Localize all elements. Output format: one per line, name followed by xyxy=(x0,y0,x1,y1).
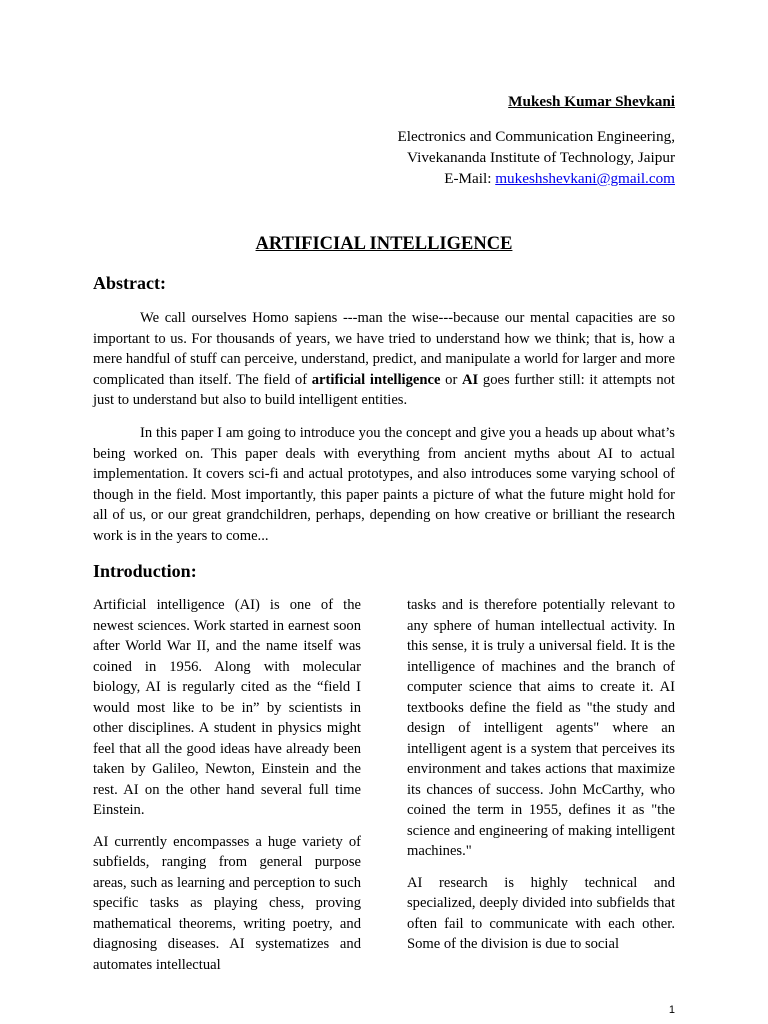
abstract-bold-term: AI xyxy=(462,371,479,388)
author-institute: Vivekananda Institute of Technology, Jaipur xyxy=(407,149,675,166)
abstract-text: We call ourselves Homo sapiens ---man the wise---because our mental capacities are so important to us. For thousands of years, we have tried to understand how we think; that is, how a mere handful of stuff can perceive, understand, predict, and manipulate a world for larger and more complicated than itself. The field of xyxy=(93,310,675,388)
email-label: E-Mail: xyxy=(444,170,496,187)
abstract-bold-term: artificial intelligence xyxy=(311,371,441,388)
abstract-text: goes further still: it attempts not just to understand but also to build intelligent entities. xyxy=(93,371,675,408)
author-block xyxy=(397,91,675,189)
paper-title: ARTIFICIAL INTELLIGENCE xyxy=(255,234,513,254)
intro-paragraph: tasks and is therefore potentially relevant to any sphere of human intellectual activity. In this sense, it is truly a universal field. It is the intelligence of machines and the branch of computer science that aims to create it. AI textbooks define the field as "the study and design of intelligent agents" where an intelligent agent is a system that perceives its environment and takes actions that maximize its chances of success. John McCarthy, who coined the term in 1955, defines it as "the science and engineering of making intelligent machines." xyxy=(407,597,675,859)
abstract-heading: Abstract: xyxy=(93,273,166,293)
author-email-line xyxy=(397,168,675,189)
intro-paragraph: AI research is highly technical and specialized, deeply divided into subfields that often fail to communicate with each other. Some of the division is due to social xyxy=(407,874,675,952)
abstract-paragraph-1 xyxy=(93,308,675,411)
introduction-heading: Introduction: xyxy=(93,561,197,581)
abstract-paragraph-2 xyxy=(93,423,675,546)
abstract-text: In this paper I am going to introduce you the concept and give you a heads up about what’s being worked on. This paper deals with everything from ancient myths about AI to actual implementation. It covers sci-fi and actual prototypes, and also introduces some varying school of though in the field. Most importantly, this paper paints a picture of what the future might hold for all of us, or our great grandchildren, perhaps, depending on how creative or brilliant the research work is in the years to come... xyxy=(93,425,675,544)
intro-paragraph: Artificial intelligence (AI) is one of the newest sciences. Work started in earnest soon after World War II, and the name itself was coined in 1956. Along with molecular biology, AI is regularly cited as the “field I would most like to be in” by scientists in other disciplines. A student in physics might feel that all the good ideas have already been taken by Galileo, Newton, Einstein and the rest. AI on the other hand several full time Einstein. xyxy=(93,597,361,818)
author-department: Electronics and Communication Engineering, xyxy=(397,128,675,145)
page-number: 1 xyxy=(668,1004,675,1016)
intro-right-column xyxy=(407,595,675,966)
email-link[interactable]: mukeshshevkani@gmail.com xyxy=(495,170,675,187)
intro-paragraph: AI currently encompasses a huge variety of subfields, ranging from general purpose areas, such as learning and perception to such specific tasks as playing chess, proving mathematical theorems, writing poetry, and diagnosing diseases. AI systematizes and automates intellectual xyxy=(93,833,361,973)
author-name: Mukesh Kumar Shevkani xyxy=(508,93,675,110)
abstract-text: or xyxy=(440,371,462,388)
intro-left-column xyxy=(93,595,361,986)
